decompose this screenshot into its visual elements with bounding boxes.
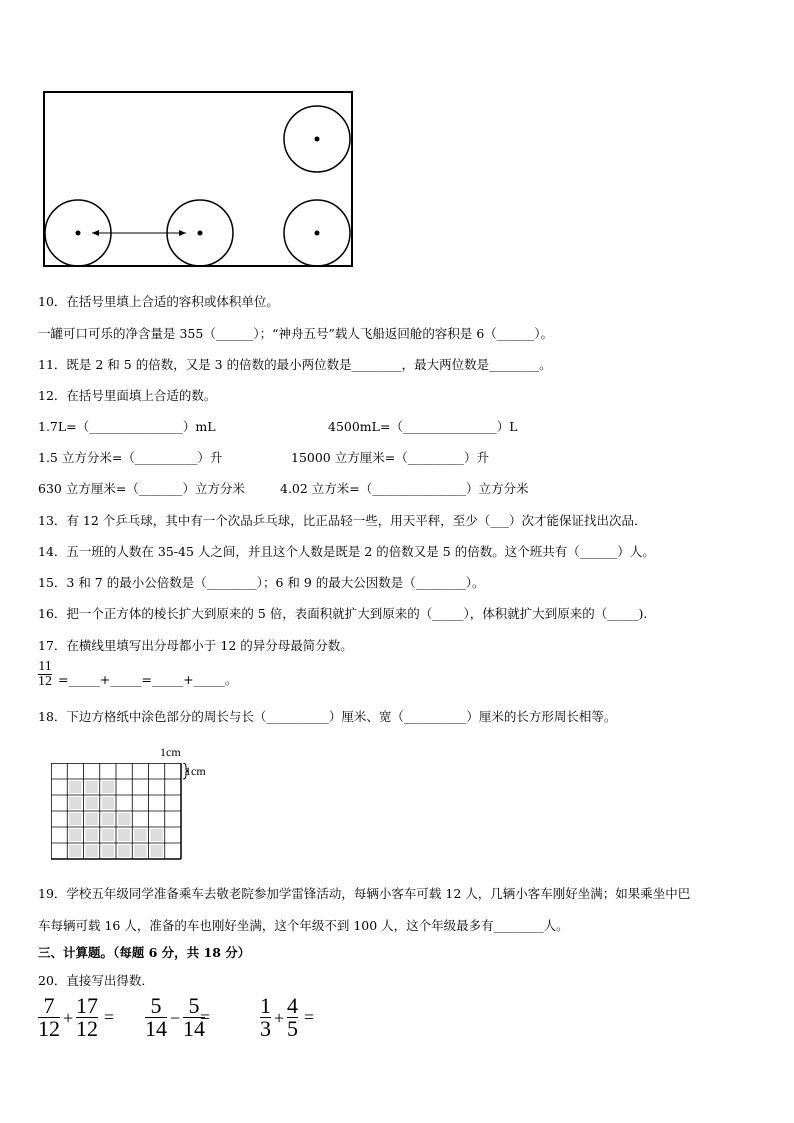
shaded-cell [151, 845, 163, 857]
q16: 16．把一个正方体的棱长扩大到原来的 5 倍，表面积就扩大到原来的（_____），体积就扩大到原来的（_____). [38, 606, 648, 621]
q12-item: 630 立方厘米=（_______）立方分米 [38, 481, 246, 496]
fraction: 1 3 [260, 993, 271, 1041]
shaded-cell [86, 813, 98, 825]
q18: 18．下边方格纸中涂色部分的周长与长（__________）厘米、宽（__________）厘米的长方形周长相等。 [38, 709, 617, 724]
fraction: 5 14 [145, 993, 167, 1041]
q12-title: 12．在括号里面填上合适的数。 [38, 388, 217, 403]
q10-title: 10．在括号里填上合适的容积或体积单位。 [38, 294, 279, 309]
q19-line2: 车每辆可载 16 人，准备的车也刚好坐满，这个年级不到 100 人，这个年级最多有________人。 [38, 918, 569, 933]
shaded-cell [118, 829, 130, 841]
shaded-cell [118, 845, 130, 857]
shaded-cell [86, 781, 98, 793]
q14: 14．五一班的人数在 35-45 人之间，并且这个人数是既是 2 的倍数又是 5 的倍数。这个班共有（______）人。 [38, 544, 655, 559]
double-arrow [92, 230, 186, 236]
q12-item: 4500mL=（_______________）L [328, 419, 518, 434]
circle-top-right [284, 106, 350, 172]
fraction-11-12: 11 12 [38, 659, 52, 689]
unit-height-label: 1cm [185, 764, 206, 778]
fraction: 7 12 [38, 993, 60, 1041]
fraction: 4 5 [287, 993, 298, 1041]
q13: 13．有 12 个乒乓球，其中有一个次品乒乓球，比正品轻一些，用天平秤，至少（___）次才能保证找出次品． [38, 513, 647, 528]
shaded-cell [102, 813, 114, 825]
unit-width-label: 1cm [160, 745, 181, 759]
shaded-cell [134, 845, 146, 857]
operator: − [170, 1008, 181, 1028]
operator: + [274, 1008, 285, 1028]
shaded-cell [86, 797, 98, 809]
fraction: 5 14 [183, 993, 205, 1041]
q12-item: 1.7L=（_______________）mL [38, 419, 216, 434]
shaded-cell [102, 845, 114, 857]
shaded-cell [151, 829, 163, 841]
shaded-cell [69, 829, 81, 841]
shaded-cell [102, 829, 114, 841]
q12-item: 1.5 立方分米=（__________）升 [38, 450, 223, 465]
q15: 15．3 和 7 的最小公倍数是（________）；6 和 9 的最大公因数是（________）。 [38, 575, 485, 590]
shaded-cell [134, 829, 146, 841]
shaded-cell [86, 829, 98, 841]
circles-diagram [40, 88, 360, 272]
q19-line1: 19．学校五年级同学准备乘车去敬老院参加学雷锋活动，每辆小客车可载 12 人，几辆小客车刚好坐满；如果乘坐中巴 [38, 886, 691, 901]
equals-sign: = [200, 1007, 211, 1027]
shaded-cell [69, 813, 81, 825]
q10-line: 一罐可口可乐的净含量是 355（______）；“神舟五号”载人飞船返回舱的容积是 6（______）。 [38, 326, 554, 341]
q12-item: 4.02 立方米=（_______________）立方分米 [280, 481, 529, 496]
shaded-cell [69, 781, 81, 793]
operator: + [63, 1008, 74, 1028]
section3-title: 三、计算题。（每题 6 分，共 18 分） [38, 945, 251, 960]
shaded-cell [102, 797, 114, 809]
shaded-cell [102, 781, 114, 793]
shaded-cell [86, 845, 98, 857]
q17-blanks: =_____+_____=_____+_____。 [58, 672, 238, 687]
q17-title: 17．在横线里填写出分母都小于 12 的异分母最简分数。 [38, 638, 353, 653]
q20-title: 20．直接写出得数． [38, 973, 154, 988]
equals-sign: = [304, 1007, 315, 1027]
q11: 11．既是 2 和 5 的倍数，又是 3 的倍数的最小两位数是________，最大两位数是________。 [38, 357, 552, 372]
q12-item: 15000 立方厘米=（_________）升 [291, 450, 489, 465]
fraction: 17 12 [76, 993, 98, 1041]
shaded-cell [69, 845, 81, 857]
shaded-cell [118, 813, 130, 825]
shaded-cell [69, 797, 81, 809]
circle-bottom-right [284, 200, 350, 266]
equals-sign: = [104, 1007, 115, 1027]
